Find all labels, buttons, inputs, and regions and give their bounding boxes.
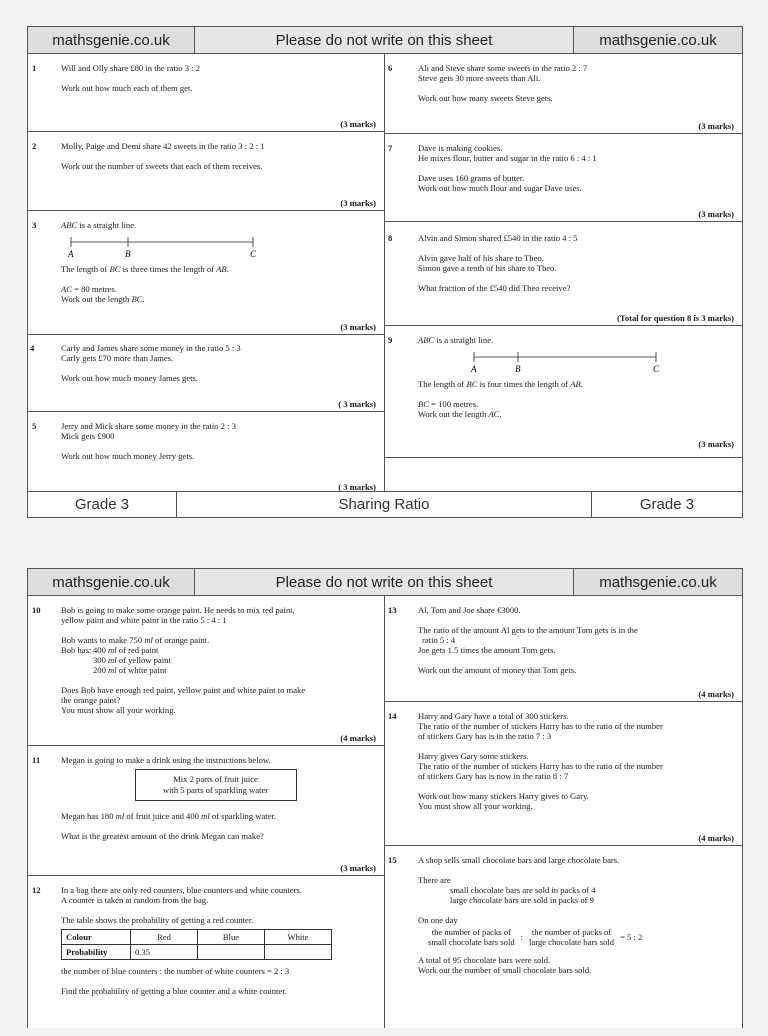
question-text: What fraction of the £540 did Theo receive? (418, 283, 571, 293)
table-cell-white (265, 945, 332, 960)
question-9 (385, 326, 742, 458)
table-header-white: White (265, 930, 332, 945)
question-text: The table shows the probability of getting a red counter. (61, 915, 254, 925)
question-text: Work out the length BC. (61, 294, 145, 304)
table-row-label: Probability (62, 945, 131, 960)
point-a-label: A (68, 249, 74, 259)
question-text: Work out the number of sweets that each of them receives. (61, 161, 263, 171)
question-text: small chocolate bars are sold in packs of 4 (450, 885, 596, 895)
footer-grade-right: Grade 3 (639, 496, 695, 513)
question-text: AC = 80 metres. (61, 284, 117, 294)
question-number: 5 (32, 421, 37, 431)
question-text: Work out how much flour and sugar Dave uses. (418, 183, 582, 193)
question-text: Megan is going to make a drink using the instructions below. (61, 755, 271, 765)
question-number: 14 (388, 711, 397, 721)
marks-label: (3 marks) (698, 439, 734, 449)
question-text: Dave uses 160 grams of butter. (418, 173, 525, 183)
stock-red: 400 ml of red paint (93, 645, 159, 655)
question-text: Megan has 180 ml of fruit juice and 400 ml of sparkling water. (61, 811, 277, 821)
question-text: Work out the length AC. (418, 409, 502, 419)
question-text: BC = 100 metres. (418, 399, 479, 409)
question-text: There are (418, 875, 451, 885)
question-number: 4 (30, 343, 35, 353)
question-1 (28, 54, 384, 132)
marks-label: (3 marks) (340, 863, 376, 873)
question-text: ratio 5 : 4 (422, 635, 456, 645)
question-text: The length of BC is four times the length of AB. (418, 379, 583, 389)
question-text: Find the probability of getting a blue counter and a white counter. (61, 986, 287, 996)
marks-label: (3 marks) (340, 119, 376, 129)
marks-label: (4 marks) (698, 833, 734, 843)
instruction-box: Mix 2 parts of fruit juice with 5 parts of sparkling water (135, 769, 297, 801)
question-text: of stickers Gary has is now in the ratio 8 : 7 (418, 771, 569, 781)
question-text: Bob wants to make 750 ml of orange paint. (61, 635, 210, 645)
question-text: On one day (418, 915, 458, 925)
header-notice: Please do not write on this sheet (195, 569, 574, 595)
question-text: Alvin and Simon shared £540 in the ratio 4 : 5 (418, 233, 578, 243)
sheet-header (28, 569, 742, 596)
marks-label: (4 marks) (698, 689, 734, 699)
header-site-left: mathsgenie.co.uk (28, 569, 195, 595)
question-14 (385, 702, 742, 846)
header-site-right: mathsgenie.co.uk (599, 573, 717, 591)
question-text: The length of BC is three times the length of AB. (61, 264, 229, 274)
table-header-colour: Colour (62, 930, 131, 945)
question-text: Joe gets 1.5 times the amount Tom gets. (418, 645, 556, 655)
question-text: Mick gets £900 (61, 431, 115, 441)
question-number: 1 (32, 63, 37, 73)
question-text: Harry and Gary have a total of 300 stickers. (418, 711, 569, 721)
question-text: The ratio of the amount Al gets to the amount Tom gets is in the (418, 625, 638, 635)
question-number: 2 (32, 141, 37, 151)
question-5 (28, 412, 384, 494)
sheet-header (28, 27, 742, 54)
question-text: What is the greatest amount of the drink Megan can make? (61, 831, 264, 841)
question-number: 11 (32, 755, 41, 765)
marks-label: (3 marks) (698, 209, 734, 219)
question-text: ABC is a straight line. (61, 220, 137, 230)
question-text: the orange paint? (61, 695, 121, 705)
question-13 (385, 596, 742, 702)
question-text: Simon gave a tenth of his share to Theo. (418, 263, 557, 273)
stock-white: 200 ml of white paint (93, 665, 167, 675)
marks-label: (3 marks) (340, 198, 376, 208)
stock-yellow: 300 ml of yellow paint (93, 655, 171, 665)
ratio-colon: : (520, 932, 524, 942)
pack-ratio-expression (418, 927, 728, 947)
left-column (28, 54, 385, 491)
question-text: You must show all your working. (418, 801, 533, 811)
question-text: A total of 95 chocolate bars were sold. (418, 955, 551, 965)
sheet-footer (28, 491, 742, 517)
question-text: The ratio of the number of stickers Harry has to the ratio of the number (418, 721, 663, 731)
question-text: Carly and James share some money in the ratio 5 : 3 (61, 343, 241, 353)
question-text: A shop sells small chocolate bars and large chocolate bars. (418, 855, 620, 865)
question-number: 3 (32, 220, 37, 230)
question-text: Molly, Paige and Demi share 42 sweets in the ratio 3 : 2 : 1 (61, 141, 265, 151)
header-site-right: mathsgenie.co.uk (599, 31, 717, 49)
question-text: In a bag there are only red counters, blue counters and white counters. (61, 885, 303, 895)
large-packs-term: the number of packs of large chocolate bars sold (529, 927, 615, 947)
point-b-label: B (515, 364, 521, 374)
question-text: yellow paint and white paint in the ratio 5 : 4 : 1 (61, 615, 227, 625)
question-3 (28, 211, 384, 335)
header-site-left: mathsgenie.co.uk (28, 27, 195, 53)
question-text: Work out the number of small chocolate bars sold. (418, 965, 592, 975)
question-text: ABC is a straight line. (418, 335, 494, 345)
point-a-label: A (471, 364, 477, 374)
table-header-red: Red (131, 930, 198, 945)
point-c-label: C (653, 364, 660, 374)
question-text: Alvin gave half of his share to Theo. (418, 253, 544, 263)
question-text: Work out how many sweets Steve gets. (418, 93, 553, 103)
question-number: 9 (388, 335, 393, 345)
question-number: 10 (32, 605, 41, 615)
header-notice: Please do not write on this sheet (195, 27, 574, 53)
question-6 (385, 54, 742, 134)
ratio-value: = 5 : 2 (620, 932, 643, 942)
marks-label: ( 3 marks) (338, 482, 376, 492)
probability-table (61, 929, 332, 960)
sheet-body (28, 54, 742, 491)
question-text: Work out the amount of money that Tom gets. (418, 665, 577, 675)
line-segment-diagram (418, 349, 728, 373)
question-text: A counter is taken at random from the bag. (61, 895, 209, 905)
question-11 (28, 746, 384, 876)
question-text: large chocolate bars are sold in packs of 9 (450, 895, 594, 905)
question-number: 12 (32, 885, 41, 895)
question-15 (385, 846, 742, 1036)
question-text: Jerry and Mick share some money in the ratio 2 : 3 (61, 421, 236, 431)
question-text: Al, Tom and Joe share €3000. (418, 605, 521, 615)
marks-label: ( 3 marks) (338, 399, 376, 409)
question-2 (28, 132, 384, 211)
paint-stock-list (61, 645, 370, 675)
question-number: 8 (388, 233, 393, 243)
question-10 (28, 596, 384, 746)
marks-label: (3 marks) (698, 121, 734, 131)
question-text: Work out how much each of them get. (61, 83, 193, 93)
question-text: Carly gets £70 more than James. (61, 353, 174, 363)
question-number: 13 (388, 605, 397, 615)
marks-label: (4 marks) (340, 733, 376, 743)
sheet-body (28, 596, 742, 1028)
question-text: Does Bob have enough red paint, yellow paint and white paint to make (61, 685, 306, 695)
question-text: Work out how much money James gets. (61, 373, 199, 383)
footer-grade-left: Grade 3 (28, 492, 177, 517)
question-text: Work out how many stickers Harry gives to Gary. (418, 791, 589, 801)
question-text: Work out how much money Jerry gets. (61, 451, 195, 461)
question-text: of stickers Gary has is in the ratio 7 : 3 (418, 731, 552, 741)
point-b-label: B (125, 249, 131, 259)
question-text: Bob is going to make some orange paint. He needs to mix red paint, (61, 605, 295, 615)
point-c-label: C (250, 249, 257, 259)
question-text: You must show all your working. (61, 705, 176, 715)
question-text: Harry gives Gary some stickers. (418, 751, 529, 761)
marks-label: (3 marks) (340, 322, 376, 332)
question-text: The ratio of the number of stickers Harry has to the ratio of the number (418, 761, 663, 771)
question-number: 7 (388, 143, 393, 153)
table-header-blue: Blue (198, 930, 265, 945)
marks-label: (Total for question 8 is 3 marks) (617, 313, 734, 323)
question-12 (28, 876, 384, 1036)
question-text: He mixes flour, butter and sugar in the ratio 6 : 4 : 1 (418, 153, 597, 163)
question-7 (385, 134, 742, 222)
question-text: the number of blue counters : the number of white counters = 2 : 3 (61, 966, 290, 976)
table-cell-blue (198, 945, 265, 960)
right-column (385, 54, 742, 491)
line-segment-diagram (61, 234, 370, 258)
question-4 (28, 335, 384, 412)
worksheet-2 (27, 568, 743, 1028)
right-column (385, 596, 742, 1028)
question-number: 6 (388, 63, 393, 73)
stock-label: Bob has: (61, 645, 92, 655)
worksheet-1 (27, 26, 743, 518)
question-number: 15 (388, 855, 397, 865)
question-8 (385, 222, 742, 326)
left-column (28, 596, 385, 1028)
question-text: Will and Olly share £80 in the ratio 3 : 2 (61, 63, 201, 73)
small-packs-term: the number of packs of small chocolate bars sold (428, 927, 515, 947)
table-cell-red: 0.35 (131, 945, 198, 960)
question-text: Dave is making cookies. (418, 143, 503, 153)
footer-topic: Sharing Ratio (177, 492, 592, 517)
question-text: Steve gets 30 more sweets than Ali. (418, 73, 541, 83)
question-text: Ali and Steve share some sweets in the ratio 2 : 7 (418, 63, 588, 73)
